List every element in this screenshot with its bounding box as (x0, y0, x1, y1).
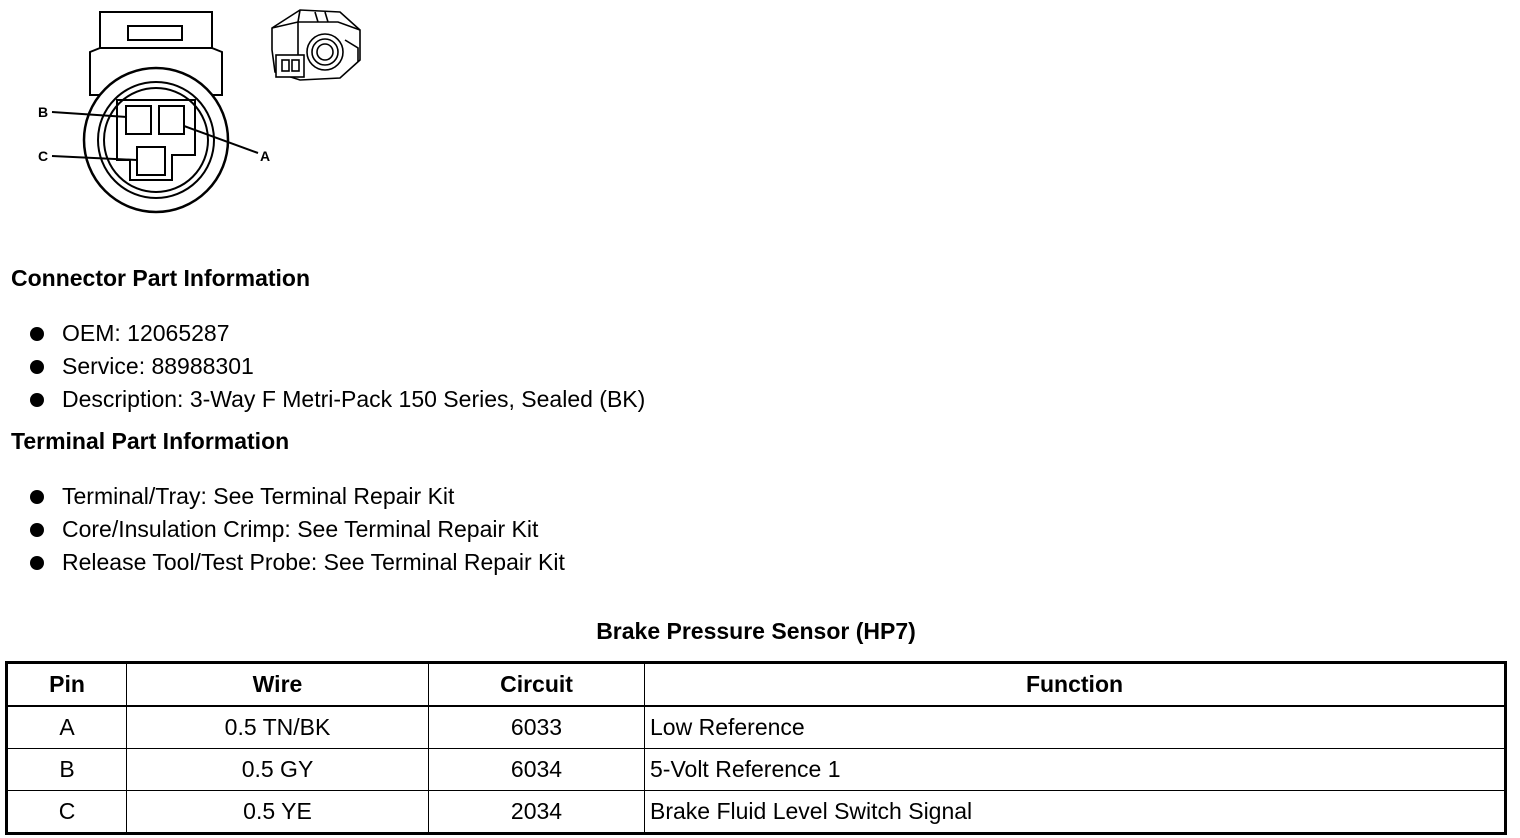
list-item-text: Description: 3-Way F Metri-Pack 150 Series, Sealed (BK) (62, 386, 646, 412)
table-header-row (7, 663, 1506, 707)
list-item-text: Service: 88988301 (62, 353, 254, 379)
pin-label-c: C (38, 148, 49, 164)
header-function: Function (645, 663, 1506, 707)
terminal-info-list (28, 480, 565, 579)
pin-table (5, 661, 1507, 835)
list-item-text: OEM: 12065287 (62, 320, 230, 346)
bullet-icon (30, 523, 44, 537)
cell-circuit: 6033 (429, 706, 645, 749)
list-item-text: Release Tool/Test Probe: See Terminal Repair Kit (62, 549, 565, 575)
table-row (7, 749, 1506, 791)
connector-diagram (0, 0, 420, 230)
connector-info-list (28, 317, 645, 416)
connector-isometric-icon (272, 10, 360, 80)
bullet-icon (30, 393, 44, 407)
cell-function: Low Reference (645, 706, 1506, 749)
cell-pin: C (7, 791, 127, 834)
list-item-text: Terminal/Tray: See Terminal Repair Kit (62, 483, 455, 509)
list-item (28, 513, 565, 546)
header-pin: Pin (7, 663, 127, 707)
list-item (28, 350, 645, 383)
cell-circuit: 6034 (429, 749, 645, 791)
cell-circuit: 2034 (429, 791, 645, 834)
cell-function: 5-Volt Reference 1 (645, 749, 1506, 791)
list-item (28, 480, 565, 513)
cell-pin: A (7, 706, 127, 749)
cell-pin: B (7, 749, 127, 791)
bullet-icon (30, 360, 44, 374)
table-title: Brake Pressure Sensor (HP7) (596, 618, 916, 644)
connector-info-heading: Connector Part Information (11, 265, 311, 291)
terminal-info-heading: Terminal Part Information (11, 428, 290, 454)
pin-label-b: B (38, 104, 49, 120)
table-row (7, 706, 1506, 749)
bullet-icon (30, 490, 44, 504)
list-item (28, 546, 565, 579)
cell-wire: 0.5 YE (127, 791, 429, 834)
cell-wire: 0.5 GY (127, 749, 429, 791)
list-item-text: Core/Insulation Crimp: See Terminal Repair Kit (62, 516, 539, 542)
list-item (28, 383, 645, 416)
pin-label-a: A (260, 148, 271, 164)
header-circuit: Circuit (429, 663, 645, 707)
table-row (7, 791, 1506, 834)
cell-wire: 0.5 TN/BK (127, 706, 429, 749)
bullet-icon (30, 556, 44, 570)
bullet-icon (30, 327, 44, 341)
cell-function: Brake Fluid Level Switch Signal (645, 791, 1506, 834)
header-wire: Wire (127, 663, 429, 707)
list-item (28, 317, 645, 350)
